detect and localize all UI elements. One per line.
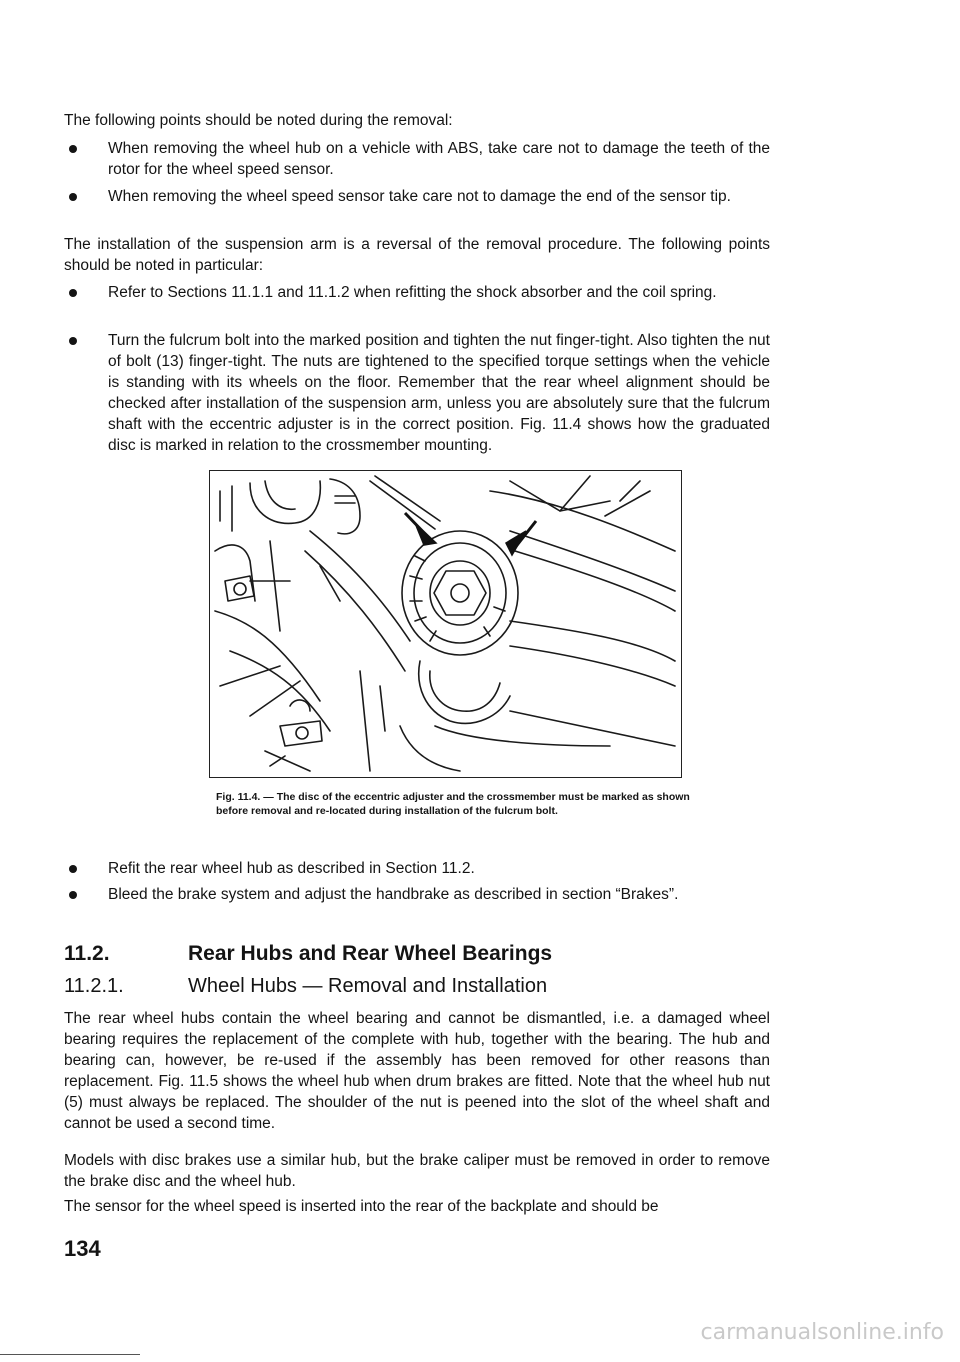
removal-point-text: When removing the wheel speed sensor take care not to damage the end of the sensor tip. <box>108 188 731 205</box>
footer-divider <box>0 1354 140 1355</box>
final-point-text: Bleed the brake system and adjust the handbrake as described in section “Brakes”. <box>108 886 679 903</box>
body-paragraph: Models with disc brakes use a similar hub, but the brake caliper must be removed in order to remove the brake disc and the wheel hub. <box>64 1152 770 1190</box>
intro-text: The following points should be noted during the removal: <box>64 112 453 129</box>
subsection-number: 11.2.1. <box>64 975 124 997</box>
figure-caption: Fig. 11.4. — The disc of the eccentric adjuster and the crossmember must be marked as shown before removal and re-located during installation of the fulcrum bolt. <box>216 791 690 817</box>
section-title: Rear Hubs and Rear Wheel Bearings <box>188 942 553 965</box>
subsection-heading <box>64 975 770 998</box>
subsection-title: Wheel Hubs — Removal and Installation <box>188 975 548 997</box>
section-number: 11.2. <box>64 942 110 965</box>
figure-11-4-diagram <box>209 470 682 778</box>
bullet-icon <box>69 193 77 201</box>
bullet-icon <box>69 289 77 297</box>
final-point <box>64 884 770 905</box>
installation-text: The installation of the suspension arm is a reversal of the removal procedure. The following points should be noted in particular: <box>64 236 770 274</box>
page-number: 134 <box>64 1236 101 1261</box>
installation-point <box>64 282 770 303</box>
installation-point-text: Turn the fulcrum bolt into the marked position and tighten the nut finger-tight. Also tighten the nut of bolt (13) finger-tight. The nuts are tightened to the specified torque settings when the vehicle is standing with its wheels on the floor. Remember that the rear wheel alignment should be checked after installation of the suspension arm, unless you are absolutely sure that the fulcrum shaft with the eccentric adjuster is in the correct position. Fig. 11.4 shows how the graduated disc is marked in relation to the crossmember mounting. <box>108 332 770 454</box>
installation-point <box>64 330 770 456</box>
installation-point-text: Refer to Sections 11.1.1 and 11.1.2 when refitting the shock absorber and the coil spring. <box>108 284 717 301</box>
section-heading <box>64 942 770 966</box>
final-point-text: Refit the rear wheel hub as described in Section 11.2. <box>108 860 475 877</box>
final-point <box>64 858 770 879</box>
bullet-icon <box>69 145 77 153</box>
bullet-icon <box>69 891 77 899</box>
bullet-icon <box>69 337 77 345</box>
watermark: carmanualsonline.info <box>700 1320 944 1345</box>
removal-point-text: When removing the wheel hub on a vehicle with ABS, take care not to damage the teeth of the rotor for the wheel speed sensor. <box>108 140 770 178</box>
body-paragraph: The rear wheel hubs contain the wheel bearing and cannot be dismantled, i.e. a damaged wheel bearing requires the replacement of the complete with hub, together with the bearing. The hub and bearing can, however, be re-used if the assembly has been removed for other reasons than replacement. Fig. 11.5 shows the wheel hub when drum brakes are fitted. Note that the wheel hub nut (5) must always be replaced. The shoulder of the nut is peened into the slot of the wheel shaft and cannot be used a second time. <box>64 1010 770 1132</box>
eccentric-adjuster-drawing <box>210 471 680 776</box>
bullet-icon <box>69 865 77 873</box>
body-paragraph: The sensor for the wheel speed is inserted into the rear of the backplate and should be <box>64 1198 659 1215</box>
removal-point <box>64 186 770 207</box>
removal-point <box>64 138 770 180</box>
